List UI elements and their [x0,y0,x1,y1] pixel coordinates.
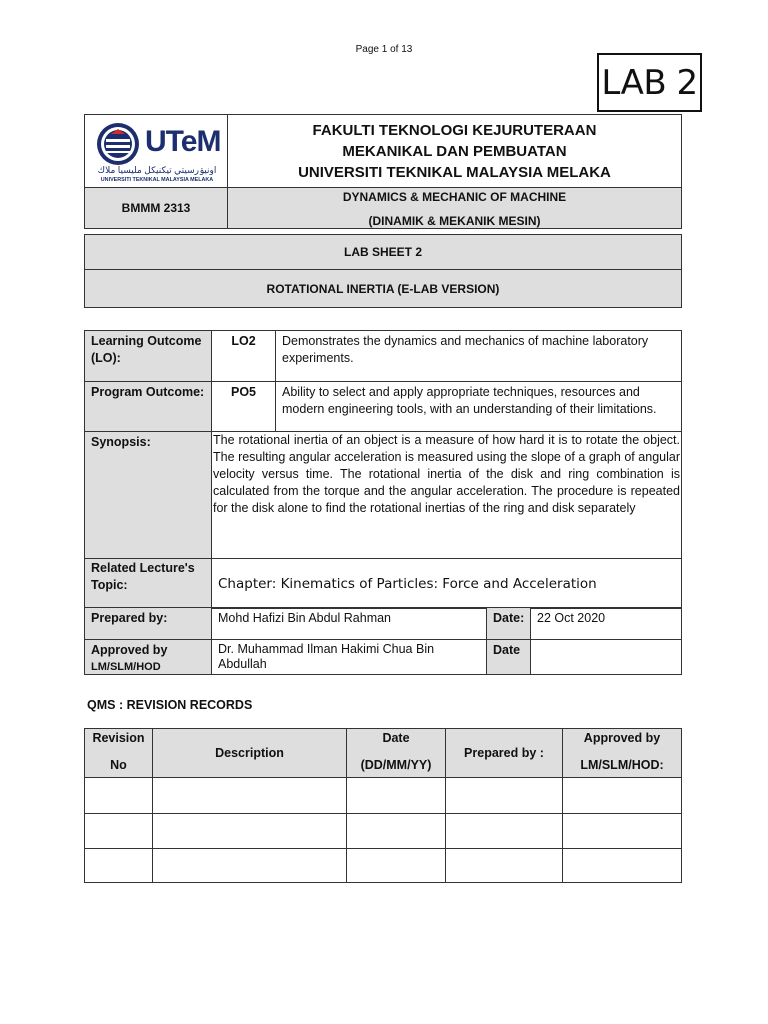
course-name: DYNAMICS & MECHANIC OF MACHINE [342,190,567,204]
revision-no-header-line-2: No [110,758,127,772]
revision-cell [84,848,153,883]
revision-cell [84,777,153,814]
revision-cell [562,777,682,814]
lab-sheet-title: LAB SHEET 2 [343,245,422,259]
logo-brand-text: UTeM [145,125,221,158]
approved-date-value [530,639,682,675]
revision-cell [562,813,682,849]
revision-cell [84,813,153,849]
description-header [152,728,347,778]
topic-cell [211,558,682,609]
approved-by-header-line-1: Approved by [583,731,661,745]
revision-cell [152,813,347,849]
prepared-by-label: Prepared by: [84,607,212,640]
lo-text: Demonstrates the dynamics and mechanics of machine laboratory experiments. [275,330,682,382]
lab-sheet-title-cell [84,234,682,270]
prepared-by-name: Mohd Hafizi Bin Abdul Rahman [211,607,487,640]
revision-cell [445,848,563,883]
logo-cell [84,114,228,188]
description-header-label: Description [215,745,284,760]
approved-by-role: LM/SLM/HOD [91,661,161,673]
approved-by-label-cell [84,639,212,675]
revision-no-header [84,728,153,778]
university-logo [93,121,221,185]
topic-text: Chapter: Kinematics of Particles: Force and Acceleration [218,575,597,592]
revision-cell [346,813,446,849]
logo-jawi-text: اونيۏرسيتي تيكنيكل مليسيا ملاك [97,165,217,175]
synopsis-text: The rotational inertia of an object is a measure of how hard it is to rotate the object. The resulting angular acceleration is measured using the slope of a graph of angular velocity versus time. The rotational inertia of the disk and ring combination is calculated from the torque and the angular acceleration. The procedure is repeated for the disk alone to find the rotational inertias of the ring and disk separately [211,431,682,559]
approved-by-label: Approved by [91,643,168,657]
date-header-line-1: Date [382,731,410,745]
revision-cell [346,777,446,814]
po-label: Program Outcome: [84,381,212,432]
revision-cell [346,848,446,883]
faculty-line-1: FAKULTI TEKNOLOGI KEJURUTERAAN [312,121,597,139]
prepared-by-header [445,728,563,778]
lab-label: LAB 2 [601,62,698,103]
lab-label-box [597,53,702,112]
lo-label: Learning Outcome (LO): [84,330,212,382]
course-code: BMMM 2313 [121,201,191,215]
revision-cell [445,777,563,814]
approved-by-name: Dr. Muhammad Ilman Hakimi Chua Bin Abdullah [211,639,487,675]
approved-by-header [562,728,682,778]
revision-cell [152,777,347,814]
date-header-line-2: (DD/MM/YY) [360,758,432,772]
lab-sheet-subtitle: ROTATIONAL INERTIA (E-LAB VERSION) [266,281,500,296]
faculty-line-2: MEKANIKAL DAN PEMBUATAN [342,142,567,160]
lab-sheet-subtitle-cell [84,269,682,308]
approved-by-header-line-2: LM/SLM/HOD: [580,758,664,772]
prepared-date-label: Date: [486,607,531,640]
page-number: Page 1 of 13 [355,44,413,55]
po-text: Ability to select and apply appropriate techniques, resources and modern engineering tools, with an understanding of their limitations. [275,381,682,432]
revision-records-heading: QMS : REVISION RECORDS [87,698,253,712]
revision-cell [445,813,563,849]
revision-cell [562,848,682,883]
synopsis-label: Synopsis: [84,431,212,559]
approved-date-label: Date [486,639,531,675]
prepared-date-value: 22 Oct 2020 [530,607,682,640]
topic-label: Related Lecture's Topic: [84,558,212,609]
revision-no-header-line-1: Revision [92,731,145,745]
faculty-cell [227,114,682,188]
lo-code: LO2 [211,330,276,382]
prepared-by-header-label: Prepared by : [464,745,544,760]
date-header [346,728,446,778]
course-code-cell [84,187,228,229]
po-code: PO5 [211,381,276,432]
revision-cell [152,848,347,883]
course-name-malay: (DINAMIK & MEKANIK MESIN) [368,214,541,228]
university-crest-icon [93,121,143,167]
revision-table-body [84,777,682,883]
faculty-line-3: UNIVERSITI TEKNIKAL MALAYSIA MELAKA [298,163,611,181]
course-name-cell [227,187,682,229]
logo-caption: UNIVERSITI TEKNIKAL MALAYSIA MELAKA [100,177,214,183]
